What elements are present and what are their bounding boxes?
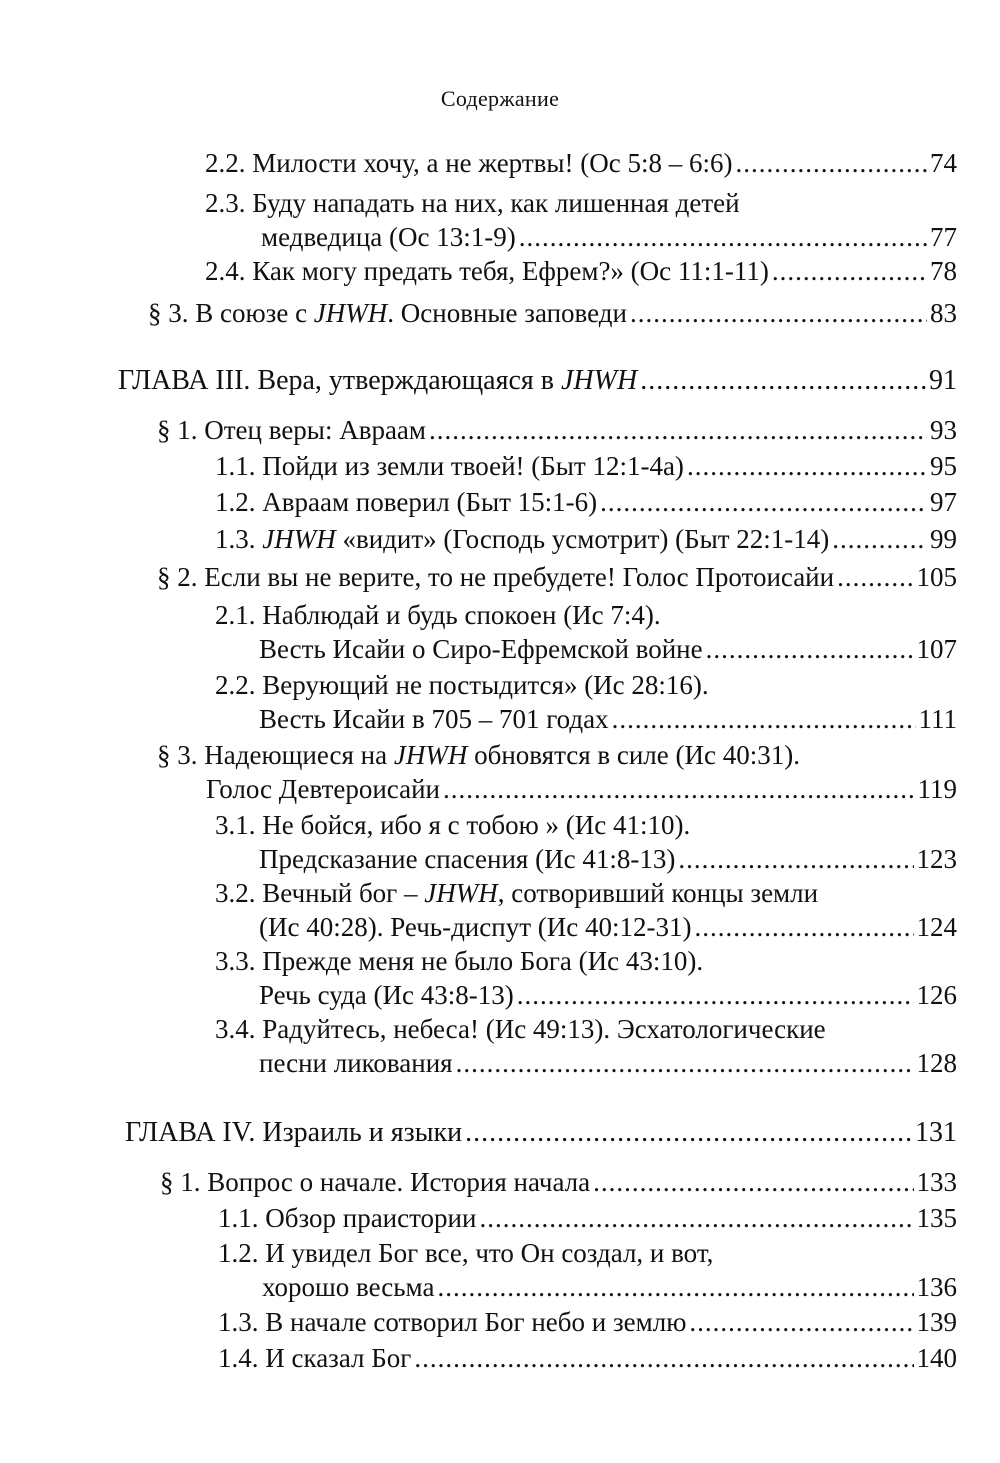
toc-entry-title: 2.4. Как могу предать тебя, Ефрем?» (Ос 11:1-11) (205, 256, 769, 286)
toc-entry-title: 1.1. Пойди из земли твоей! (Быт 12:1-4а) (215, 451, 684, 481)
toc-chapter-title: ГЛАВА IV. Израиль и языки (125, 1117, 463, 1148)
toc-entry-title: Весть Исайи в 705 – 701 годах (259, 704, 609, 734)
toc-chapter[interactable] (118, 364, 957, 398)
toc-entry[interactable] (205, 186, 957, 254)
toc-page-number: 83 (930, 298, 957, 328)
toc-page-number: 97 (930, 487, 957, 517)
toc-page-number: 131 (915, 1117, 957, 1148)
toc-entry[interactable] (215, 876, 957, 944)
toc-entry[interactable] (215, 522, 957, 556)
toc-entry[interactable] (218, 1305, 957, 1339)
toc-entry[interactable] (215, 1012, 957, 1080)
toc-entry[interactable] (160, 1165, 957, 1199)
toc-entry-title: Весть Исайи о Сиро-Ефремской войне (259, 634, 703, 664)
leader-dots (612, 702, 916, 736)
leader-dots (772, 254, 927, 288)
toc-page-number: 133 (916, 1167, 957, 1197)
toc-entry-title: § 2. Если вы не верите, то не пребудете! Голос Протоисайи (157, 562, 835, 592)
toc-entry-title: 1.2. Авраам поверил (Быт 15:1-6) (215, 487, 598, 517)
toc-page-number: 135 (916, 1203, 957, 1233)
toc-page-number: 124 (916, 912, 957, 942)
toc-entry-title-line: 3.1. Не бойся, ибо я с тобою » (Ис 41:10). (215, 810, 691, 840)
toc-entry[interactable] (215, 485, 957, 519)
toc-entry-title: 1.3. JHWH «видит» (Господь усмотрит) (Быт 22:1-14) (215, 524, 830, 554)
toc-entry-title-line: § 3. Надеющиеся на JHWH обновятся в силе (Ис 40:31). (157, 740, 800, 770)
toc-entry-title-line: 2.1. Наблюдай и будь спокоен (Ис 7:4). (215, 600, 661, 630)
leader-dots (456, 1046, 914, 1080)
toc-entry-title: песни ликования (259, 1048, 453, 1078)
toc-entry-title: (Ис 40:28). Речь-диспут (Ис 40:12-31) (259, 912, 692, 942)
toc-entry-title: § 1. Отец веры: Авраам (157, 415, 426, 445)
leader-dots (832, 522, 927, 556)
toc-chapter[interactable] (125, 1116, 957, 1150)
toc-entry-title-line: 1.2. И увидел Бог все, что Он создал, и вот, (218, 1238, 714, 1268)
toc-entry[interactable] (215, 449, 957, 483)
leader-dots (593, 1165, 913, 1199)
toc-entry[interactable] (215, 598, 957, 666)
leader-dots (429, 413, 927, 447)
leader-dots (678, 842, 913, 876)
leader-dots (687, 449, 927, 483)
toc-entry[interactable] (218, 1341, 957, 1375)
toc-page-number: 136 (916, 1272, 957, 1302)
toc-page-number: 77 (930, 222, 957, 252)
toc-entry-title: хорошо весьма (262, 1272, 435, 1302)
toc-entry[interactable] (157, 413, 957, 447)
toc-entry-title-line: 2.3. Буду нападать на них, как лишенная детей (205, 188, 740, 218)
toc-entry-title-line: 3.2. Вечный бог – JHWH, сотворивший концы земли (215, 878, 819, 908)
toc-entry[interactable] (157, 738, 957, 806)
toc-entry[interactable] (215, 808, 957, 876)
toc-entry-title: 1.3. В начале сотворил Бог небо и землю (218, 1307, 687, 1337)
leader-dots (465, 1116, 912, 1150)
toc-page-number: 140 (916, 1343, 957, 1373)
leader-dots (517, 978, 914, 1012)
toc-entry[interactable] (148, 296, 957, 330)
leader-dots (706, 632, 914, 666)
toc-entry-title: Голос Девтероисайи (206, 774, 440, 804)
leader-dots (630, 296, 927, 330)
toc-entry-title: 1.1. Обзор праистории (218, 1203, 477, 1233)
leader-dots (479, 1201, 913, 1235)
toc-page-number: 107 (916, 634, 957, 664)
toc-entry[interactable] (218, 1201, 957, 1235)
toc-page-number: 126 (916, 980, 957, 1010)
toc-page-number: 139 (916, 1307, 957, 1337)
toc-page-number: 99 (930, 524, 957, 554)
page-header: Содержание (440, 86, 560, 111)
leader-dots (837, 560, 913, 594)
leader-dots (600, 485, 927, 519)
toc-page-number: 128 (916, 1048, 957, 1078)
toc-entry-title: Речь суда (Ис 43:8-13) (259, 980, 514, 1010)
toc-page-number: 95 (930, 451, 957, 481)
toc-page-number: 123 (916, 844, 957, 874)
toc-entry[interactable] (205, 146, 957, 180)
leader-dots (640, 364, 926, 398)
toc-entry[interactable] (205, 254, 957, 288)
toc-entry[interactable] (215, 668, 957, 736)
leader-dots (689, 1305, 913, 1339)
toc-entry-title: § 3. В союзе с JHWH. Основные заповеди (148, 298, 627, 328)
toc-page-number: 119 (917, 774, 957, 804)
toc-chapter-title: ГЛАВА III. Вера, утверждающаяся в JHWH (118, 365, 638, 396)
toc-page-number: 78 (930, 256, 957, 286)
toc-entry-title-line: 2.2. Верующий не постыдится» (Ис 28:16). (215, 670, 709, 700)
toc-entry-title: медведица (Ос 13:1-9) (261, 222, 516, 252)
leader-dots (519, 220, 927, 254)
toc-entry-title: Предсказание спасения (Ис 41:8-13) (259, 844, 676, 874)
toc-entry-title-line: 3.3. Прежде меня не было Бога (Ис 43:10). (215, 946, 704, 976)
toc-entry[interactable] (157, 560, 957, 594)
toc-page-number: 111 (918, 704, 957, 734)
toc-page-number: 91 (929, 365, 957, 396)
toc-entry[interactable] (218, 1236, 957, 1304)
toc-entry-title-line: 3.4. Радуйтесь, небеса! (Ис 49:13). Эсхатологические (215, 1014, 826, 1044)
leader-dots (735, 146, 927, 180)
leader-dots (694, 910, 913, 944)
leader-dots (437, 1270, 913, 1304)
toc-entry-title: 1.4. И сказал Бог (218, 1343, 412, 1373)
toc-entry-title: 2.2. Милости хочу, а не жертвы! (Ос 5:8 – 6:6) (205, 148, 733, 178)
leader-dots (414, 1341, 913, 1375)
leader-dots (443, 772, 915, 806)
toc-page-number: 74 (930, 148, 957, 178)
toc-page-number: 105 (916, 562, 957, 592)
toc-page-number: 93 (930, 415, 957, 445)
toc-entry-title: § 1. Вопрос о начале. История начала (160, 1167, 591, 1197)
toc-entry[interactable] (215, 944, 957, 1012)
